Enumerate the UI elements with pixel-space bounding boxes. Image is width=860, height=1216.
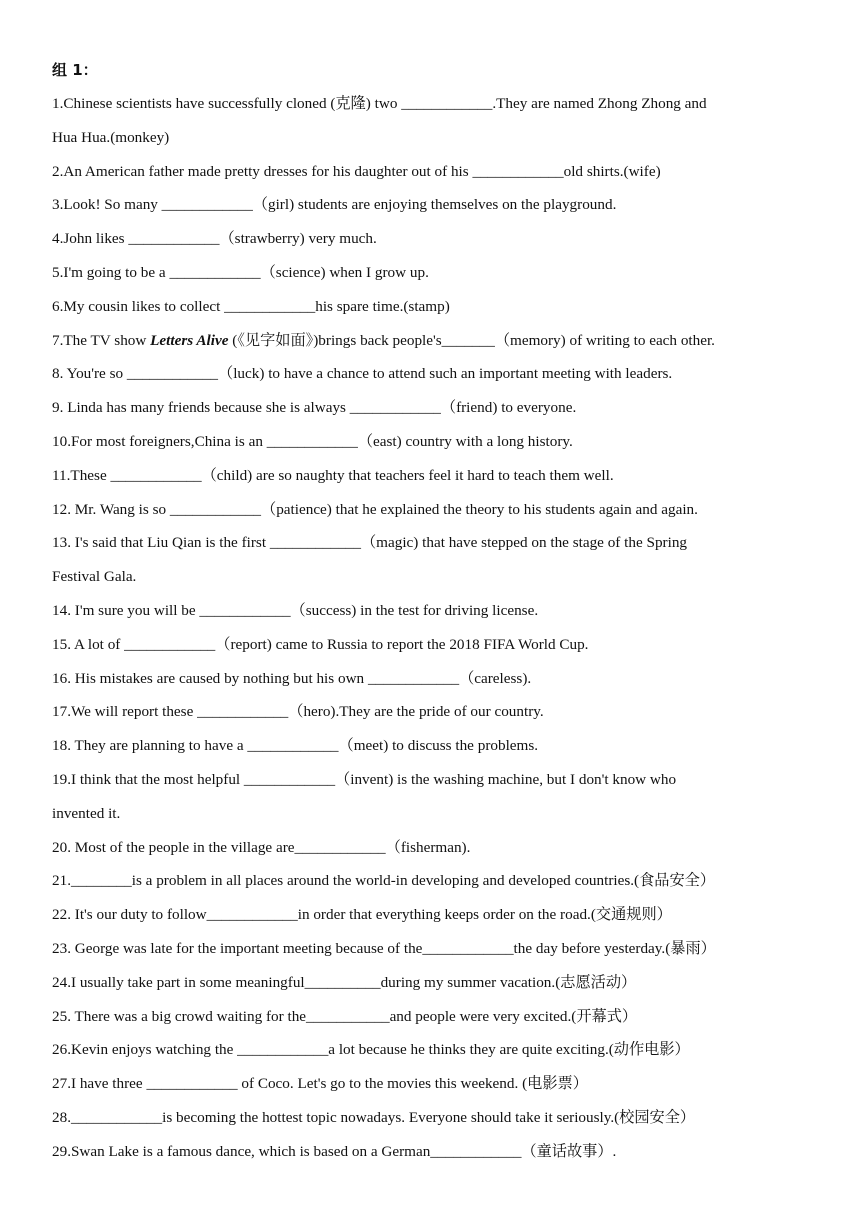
- question-10: 10.For most foreigners,China is an ____________（east) country with a long history.: [52, 432, 573, 450]
- question-12: 12. Mr. Wang is so ____________（patience) that he explained the theory to his students again and again.: [52, 500, 698, 518]
- question-26: 26.Kevin enjoys watching the ____________a lot because he thinks they are quite exciting.(动作电影）: [52, 1041, 690, 1059]
- question-19-line-1: 19.I think that the most helpful ____________（invent) is the washing machine, but I don't know who: [52, 770, 677, 788]
- question-24: 24.I usually take part in some meaningful__________during my summer vacation.(志愿活动）: [52, 973, 637, 991]
- question-27: 27.I have three ____________ of Coco. Let's go to the movies this weekend. (电影票）: [52, 1075, 588, 1093]
- question-6: 6.My cousin likes to collect ____________his spare time.(stamp): [52, 297, 450, 315]
- question-19-line-2: invented it.: [52, 804, 121, 822]
- question-22: 22. It's our duty to follow____________in order that everything keeps order on the road.(交通规则）: [52, 906, 672, 924]
- question-2: 2.An American father made pretty dresses for his daughter out of his ____________old shirts.(wife): [52, 162, 661, 180]
- question-25: 25. There was a big crowd waiting for the___________and people were very excited.(开幕式）: [52, 1007, 638, 1025]
- question-7: [52, 324, 820, 358]
- question-1-line-1: 1.Chinese scientists have successfully cloned (克隆) two ____________.They are named Zhong Zhong and: [52, 95, 707, 112]
- group-heading: 组 1：: [52, 61, 98, 79]
- question-14: 14. I'm sure you will be ____________（success) in the test for driving license.: [52, 601, 539, 619]
- question-7-prefix: 7.The TV show: [52, 331, 151, 349]
- question-17: 17.We will report these ____________（hero).They are the pride of our country.: [52, 703, 544, 721]
- question-29: 29.Swan Lake is a famous dance, which is based on a German____________（童话故事）.: [52, 1142, 617, 1160]
- question-9: 9. Linda has many friends because she is always ____________（friend) to everyone.: [52, 399, 577, 417]
- show-title: Letters Alive: [150, 331, 229, 349]
- question-7-suffix: (《见字如面》)brings back people's_______（memory) of writing to each other.: [228, 331, 715, 349]
- question-1-line-2: Hua Hua.(monkey): [52, 128, 170, 146]
- question-13-line-2: Festival Gala.: [52, 568, 137, 586]
- question-4: 4.John likes ____________（strawberry) very much.: [52, 230, 377, 248]
- question-13-line-1: 13. I's said that Liu Qian is the first ____________（magic) that have stepped on the stage of the Spring: [52, 534, 688, 552]
- question-8: 8. You're so ____________（luck) to have a chance to attend such an important meeting with leaders.: [52, 365, 673, 383]
- question-3: 3.Look! So many ____________（girl) students are enjoying themselves on the playground.: [52, 196, 617, 214]
- question-16: 16. His mistakes are caused by nothing but his own ____________（careless).: [52, 669, 532, 687]
- question-23: 23. George was late for the important meeting because of the____________the day before yesterday.(暴雨）: [52, 939, 716, 957]
- question-list: [52, 87, 820, 1169]
- question-15: 15. A lot of ____________（report) came to Russia to report the 2018 FIFA World Cup.: [52, 635, 589, 653]
- question-18: 18. They are planning to have a ____________（meet) to discuss the problems.: [52, 737, 539, 755]
- question-28: 28.____________is becoming the hottest topic nowadays. Everyone should take it seriously.(校园安全）: [52, 1108, 696, 1126]
- question-5: 5.I'm going to be a ____________（science) when I grow up.: [52, 263, 429, 281]
- question-11: 11.These ____________（child) are so naughty that teachers feel it hard to teach them well.: [52, 466, 614, 484]
- question-20: 20. Most of the people in the village are____________（fisherman).: [52, 838, 471, 856]
- question-21: 21.________is a problem in all places around the world-in developing and developed countries.(食品安全）: [52, 872, 716, 890]
